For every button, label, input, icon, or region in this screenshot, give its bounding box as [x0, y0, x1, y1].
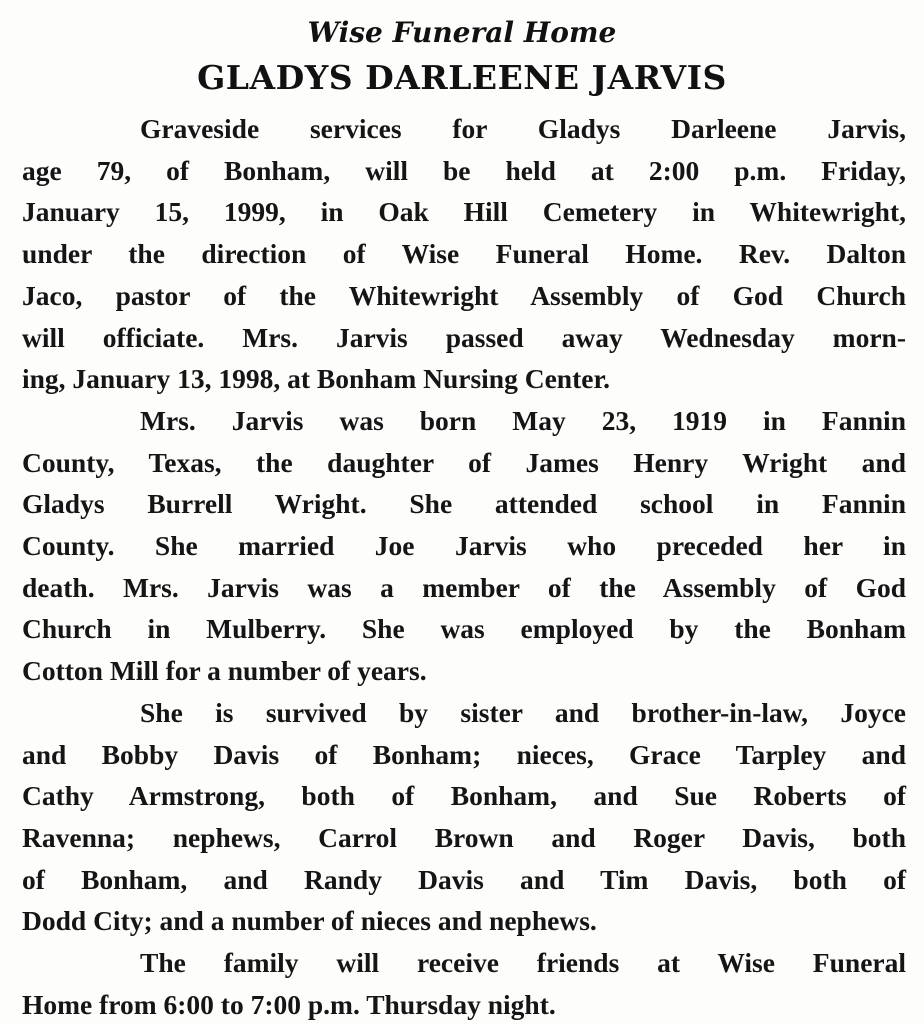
- obituary-line: Dodd City; and a number of nieces and nephews.: [22, 905, 597, 937]
- obituary-line: Cotton Mill for a number of years.: [22, 655, 427, 687]
- obituary-line: and Bobby Davis of Bonham; nieces, Grace Tarpley and: [22, 738, 906, 770]
- obituary-line: She is survived by sister and brother-in-law, Joyce: [140, 696, 906, 728]
- obituary-line: Graveside services for Gladys Darleene Jarvis,: [140, 113, 906, 144]
- obituary-line: Ravenna; nephews, Carrol Brown and Roger Davis, both: [22, 821, 906, 853]
- obituary-body: [22, 108, 906, 1024]
- obituary-line: The family will receive friends at Wise Funeral: [140, 947, 906, 979]
- obituary-line: death. Mrs. Jarvis was a member of the Assembly of God: [22, 571, 906, 603]
- obituary-line: Mrs. Jarvis was born May 23, 1919 in Fannin: [140, 404, 906, 436]
- funeral-home-heading: Wise Funeral Home: [307, 16, 617, 49]
- obituary-line: age 79, of Bonham, will be held at 2:00 p.m. Friday,: [22, 154, 906, 186]
- obituary-line: Gladys Burrell Wright. She attended school in Fannin: [22, 488, 906, 520]
- obituary-line: Jaco, pastor of the Whitewright Assembly of God Church: [22, 279, 906, 311]
- obituary-line: January 15, 1999, in Oak Hill Cemetery in Whitewright,: [22, 196, 906, 228]
- obituary-line: Cathy Armstrong, both of Bonham, and Sue Roberts of: [22, 780, 906, 812]
- obituary-line: Church in Mulberry. She was employed by the Bonham: [22, 613, 906, 645]
- obituary-line: ing, January 13, 1998, at Bonham Nursing Center.: [22, 363, 611, 395]
- obituary-line: Home from 6:00 to 7:00 p.m. Thursday night.: [22, 988, 556, 1020]
- obituary-line: County, Texas, the daughter of James Henry Wright and: [22, 446, 906, 478]
- obituary-line: of Bonham, and Randy Davis and Tim Davis, both of: [22, 863, 906, 895]
- obituary-line: will officiate. Mrs. Jarvis passed away Wednesday morn-: [22, 321, 906, 353]
- deceased-name-title: GLADYS DARLEENE JARVIS: [197, 58, 727, 97]
- obituary-line: County. She married Joe Jarvis who preceded her in: [22, 530, 906, 562]
- obituary-line: under the direction of Wise Funeral Home. Rev. Dalton: [22, 238, 906, 270]
